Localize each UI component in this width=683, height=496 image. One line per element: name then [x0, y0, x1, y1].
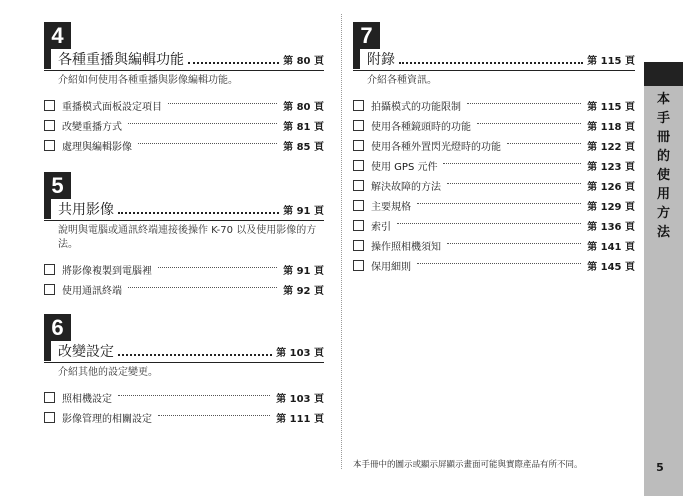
chapter-5	[44, 172, 324, 299]
toc-item-page: 第 118 頁	[587, 121, 635, 133]
chapter-items	[44, 95, 324, 155]
toc-item-label: 重播模式面板設定項目	[62, 101, 162, 113]
toc-item-page: 第 129 頁	[587, 201, 635, 213]
checkbox-icon	[353, 140, 364, 151]
leader-dots	[188, 62, 279, 64]
leader-dots	[138, 143, 277, 144]
chapter-description: 介紹如何使用各種重播與影像編輯功能。	[58, 75, 238, 86]
toc-item-label: 使用 GPS 元件	[371, 161, 438, 173]
leader-dots	[128, 287, 277, 288]
leader-dots	[128, 123, 277, 124]
side-tab-label	[644, 90, 683, 242]
leader-dots	[118, 395, 270, 396]
side-tab-char: 的	[656, 149, 670, 164]
page-number: 5	[656, 461, 664, 474]
side-tab[interactable]	[644, 62, 683, 496]
checkbox-icon	[44, 392, 55, 403]
toc-item[interactable]	[353, 175, 635, 195]
toc-item[interactable]	[44, 95, 324, 115]
chapter-accent-bar	[44, 335, 51, 361]
toc-item-page: 第 115 頁	[587, 101, 635, 113]
toc-item[interactable]	[353, 195, 635, 215]
chapter-items	[353, 95, 635, 275]
leader-dots	[443, 163, 581, 164]
toc-item-page: 第 81 頁	[283, 121, 324, 133]
chapter-page: 第 91 頁	[283, 206, 324, 217]
toc-item[interactable]	[44, 407, 324, 427]
side-tab-char: 法	[656, 225, 670, 240]
toc-item-page: 第 122 頁	[587, 141, 635, 153]
chapter-page: 第 80 頁	[283, 56, 324, 67]
chapter-6	[44, 314, 324, 427]
toc-item[interactable]	[353, 235, 635, 255]
side-tab-char: 用	[656, 187, 670, 202]
toc-item-label: 解決故障的方法	[371, 181, 441, 193]
checkbox-icon	[44, 140, 55, 151]
leader-dots	[158, 415, 270, 416]
toc-item[interactable]	[353, 155, 635, 175]
chapter-accent-bar	[353, 43, 360, 69]
leader-dots	[399, 62, 583, 64]
checkbox-icon	[353, 160, 364, 171]
toc-item-page: 第 145 頁	[587, 261, 635, 273]
chapter-accent-bar	[44, 193, 51, 219]
toc-item-page: 第 126 頁	[587, 181, 635, 193]
leader-dots	[447, 243, 581, 244]
toc-item[interactable]	[353, 215, 635, 235]
side-tab-char: 本	[656, 92, 670, 107]
leader-dots	[507, 143, 581, 144]
checkbox-icon	[44, 412, 55, 423]
toc-item-label: 處理與編輯影像	[62, 141, 132, 153]
chapter-items	[44, 259, 324, 299]
side-tab-char: 手	[656, 111, 670, 126]
checkbox-icon	[44, 120, 55, 131]
chapter-title: 共用影像	[58, 202, 114, 218]
toc-item-label: 改變重播方式	[62, 121, 122, 133]
toc-item-page: 第 111 頁	[276, 413, 324, 425]
checkbox-icon	[353, 200, 364, 211]
leader-dots	[477, 123, 581, 124]
chapter-number: 7	[353, 22, 380, 49]
chapter-number: 4	[44, 22, 71, 49]
checkbox-icon	[353, 180, 364, 191]
checkbox-icon	[353, 260, 364, 271]
toc-item[interactable]	[353, 135, 635, 155]
chapter-number: 6	[44, 314, 71, 341]
side-tab-cap	[644, 62, 683, 86]
toc-item[interactable]	[44, 135, 324, 155]
toc-item-page: 第 85 頁	[283, 141, 324, 153]
side-tab-char: 冊	[656, 130, 670, 145]
column-divider	[341, 14, 342, 469]
toc-item-page: 第 91 頁	[283, 265, 324, 277]
chapter-page: 第 103 頁	[276, 348, 324, 359]
checkbox-icon	[353, 220, 364, 231]
side-tab-char: 方	[656, 206, 670, 221]
checkbox-icon	[44, 264, 55, 275]
side-tab-char: 使	[656, 168, 670, 183]
toc-item-page: 第 141 頁	[587, 241, 635, 253]
chapter-items	[44, 387, 324, 427]
chapter-title: 各種重播與編輯功能	[58, 52, 184, 68]
toc-item-page: 第 123 頁	[587, 161, 635, 173]
footnote: 本手冊中的圖示或顯示屏顯示畫面可能與實際產品有所不同。	[353, 460, 583, 470]
toc-item-page: 第 92 頁	[283, 285, 324, 297]
toc-item-label: 使用通訊終端	[62, 285, 122, 297]
toc-item-page: 第 80 頁	[283, 101, 324, 113]
chapter-title-row[interactable]	[353, 49, 635, 71]
toc-item-label: 使用各種外置閃光燈時的功能	[371, 141, 501, 153]
chapter-description: 說明與電腦或通訊終端連接後操作 K-70 以及使用影像的方法。	[58, 225, 317, 250]
chapter-title-row[interactable]	[44, 49, 324, 71]
checkbox-icon	[353, 100, 364, 111]
toc-item[interactable]	[353, 115, 635, 135]
checkbox-icon	[44, 100, 55, 111]
chapter-title: 附錄	[367, 52, 395, 68]
checkbox-icon	[353, 120, 364, 131]
chapter-title-row[interactable]	[44, 341, 324, 363]
chapter-page: 第 115 頁	[587, 56, 635, 67]
checkbox-icon	[44, 284, 55, 295]
toc-item-label: 主要規格	[371, 201, 411, 213]
leader-dots	[158, 267, 277, 268]
toc-item-page: 第 103 頁	[276, 393, 324, 405]
toc-item[interactable]	[44, 115, 324, 135]
leader-dots	[168, 103, 277, 104]
toc-item[interactable]	[44, 387, 324, 407]
toc-item-label: 保用細則	[371, 261, 411, 273]
toc-item-label: 操作照相機須知	[371, 241, 441, 253]
leader-dots	[417, 263, 581, 264]
leader-dots	[118, 212, 279, 214]
toc-item-label: 照相機設定	[62, 393, 112, 405]
leader-dots	[118, 354, 272, 356]
chapter-4	[44, 22, 324, 155]
toc-item-label: 拍攝模式的功能限制	[371, 101, 461, 113]
leader-dots	[467, 103, 581, 104]
chapter-7	[353, 22, 635, 275]
leader-dots	[397, 223, 581, 224]
chapter-accent-bar	[44, 43, 51, 69]
toc-item[interactable]	[353, 95, 635, 115]
checkbox-icon	[353, 240, 364, 251]
toc-item[interactable]	[353, 255, 635, 275]
chapter-description: 介紹各種資訊。	[367, 75, 437, 86]
toc-item-label: 將影像複製到電腦裡	[62, 265, 152, 277]
leader-dots	[417, 203, 581, 204]
chapter-number: 5	[44, 172, 71, 199]
chapter-title: 改變設定	[58, 344, 114, 360]
toc-item-label: 使用各種鏡頭時的功能	[371, 121, 471, 133]
toc-item[interactable]	[44, 279, 324, 299]
chapter-title-row[interactable]	[44, 199, 324, 221]
toc-item-label: 影像管理的相關設定	[62, 413, 152, 425]
toc-item-page: 第 136 頁	[587, 221, 635, 233]
chapter-description: 介紹其他的設定變更。	[58, 367, 158, 378]
toc-item-label: 索引	[371, 221, 391, 233]
toc-item[interactable]	[44, 259, 324, 279]
leader-dots	[447, 183, 581, 184]
